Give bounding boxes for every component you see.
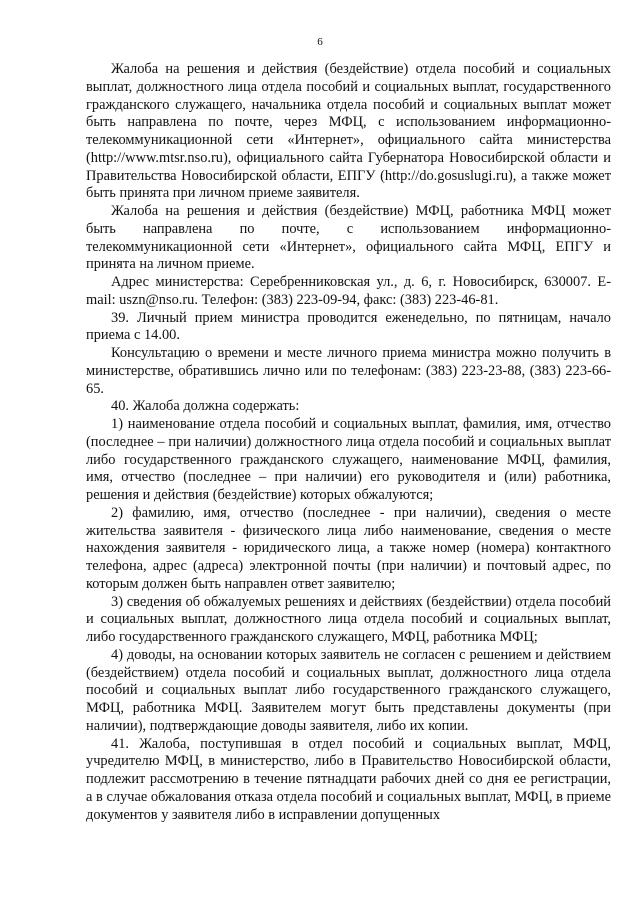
paragraph-mfc-complaint: Жалоба на решения и действия (бездействие) МФЦ, работника МФЦ может быть направлена по почте, с использованием информационно-телекоммуникационной сети «Интернет», официального сайта МФЦ, ЕПГУ и принята на личном приеме. <box>86 203 611 273</box>
list-item-4: 4) доводы, на основании которых заявитель не согласен с решением и действием (бездействием) отдела пособий и социальных выплат, должностного лица отдела пособий и социальных выплат либо государственного гражданского служащего, МФЦ, работника МФЦ. Заявителем могут быть представлены документы (при наличии), подтверждающие доводы заявителя, либо их копии. <box>86 646 611 734</box>
paragraph-ministry-address: Адрес министерства: Серебренниковская ул., д. 6, г. Новосибирск, 630007. E-mail: uszn@nso.ru. Телефон: (383) 223-09-94, факс: (383) 223-46-81. <box>86 274 611 308</box>
list-item-1: 1) наименование отдела пособий и социальных выплат, фамилия, имя, отчество (последнее – при наличии) должностного лица отдела пособий и социальных выплат либо государственного гражданского служащего, наименование МФЦ, фамилия, имя, отчество (последнее – при наличии) его руководителя и (или) работника, решения и действия (бездействие) которых обжалуются; <box>86 416 611 503</box>
document-body <box>86 61 611 824</box>
paragraph-complaint-channels: Жалоба на решения и действия (бездействие) отдела пособий и социальных выплат, должностного лица отдела пособий и социальных выплат, государственного гражданского служащего, начальника отдела пособий и социальных выплат может быть направлена по почте, через МФЦ, с использованием информационно-телекоммуникационной сети «Интернет», официального сайта министерства (http://www.mtsr.nso.ru), официального сайта Губернатора Новосибирской области и Правительства Новосибирской области, ЕПГУ (http://do.gosuslugi.ru), а также может быть принята при личном приеме заявителя. <box>86 61 611 202</box>
page-number: 6 <box>317 36 323 48</box>
paragraph-consultation: Консультацию о времени и месте личного приема министра можно получить в министерстве, обратившись лично или по телефонам: (383) 223-23-88, (383) 223-66-65. <box>86 345 611 397</box>
paragraph-40-heading: 40. Жалоба должна содержать: <box>111 398 300 415</box>
paragraph-41-review-period: 41. Жалоба, поступившая в отдел пособий и социальных выплат, МФЦ, учредителю МФЦ, в министерство, либо в Правительство Новосибирской области, подлежит рассмотрению в течение пятнадцати рабочих дней со дня ее регистрации, а в случае обжалования отказа отдела пособий и социальных выплат, МФЦ, в приеме документов у заявителя либо в исправлении допущенных <box>86 735 611 823</box>
list-item-3: 3) сведения об обжалуемых решениях и действиях (бездействии) отдела пособий и социальных выплат, должностного лица отдела пособий и социальных выплат, либо государственного гражданского служащего, МФЦ, работника МФЦ; <box>86 593 611 645</box>
paragraph-39-personal-reception: 39. Личный прием министра проводится еженедельно, по пятницам, начало приема с 14.00. <box>86 309 611 344</box>
list-item-2: 2) фамилию, имя, отчество (последнее - при наличии), сведения о месте жительства заявителя - физического лица либо наименование, сведения о месте нахождения заявителя - юридического лица, а также номер (номера) контактного телефона, адрес (адреса) электронной почты (при наличии) и почтовый адрес, по которым должен быть направлен ответ заявителю; <box>86 504 611 592</box>
